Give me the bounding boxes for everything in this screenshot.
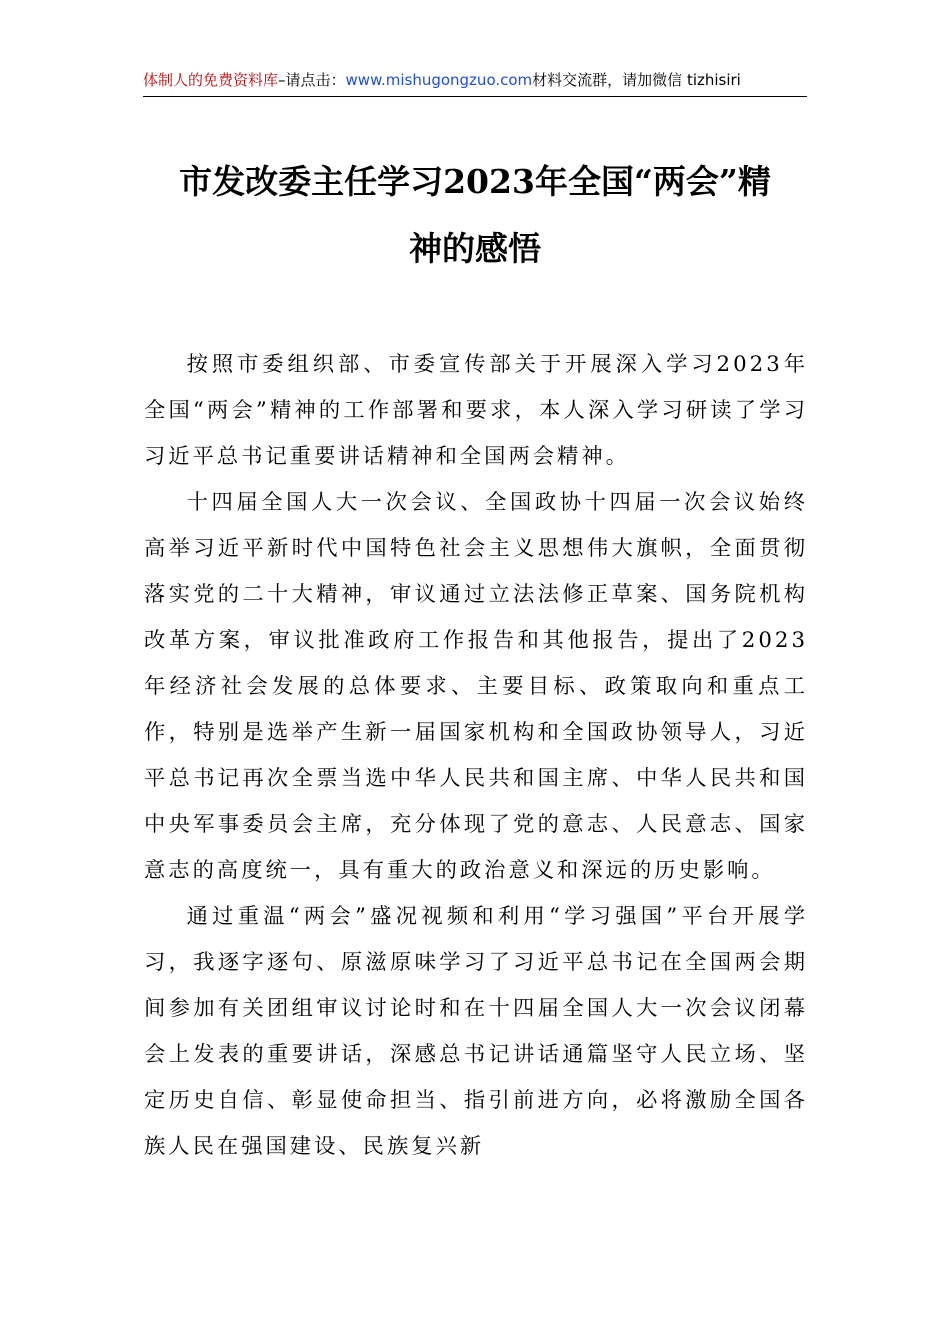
document-title [140,148,810,282]
header-tail: 材料交流群，请加微信 tizhisiri [532,71,741,89]
title-line-1: 市发改委主任学习2023年全国“两会”精 [179,162,771,201]
header-site-name: 体制人的免费资料库 [143,71,279,89]
header-url-link[interactable]: www.mishugongzuo.com [345,71,533,89]
paragraph-2: 十四届全国人大一次会议、全国政协十四届一次会议始终高举习近平新时代中国特色社会主义思想伟大旗帜，全面贯彻落实党的二十大精神，审议通过立法法修正草案、国务院机构改革方案，审议批准政府工作报告和其他报告，提出了2023年经济社会发展的总体要求、主要目标、政策取向和重点工作，特别是选举产生新一届国家机构和全国政协领导人，习近平总书记再次全票当选中华人民共和国主席、中华人民共和国中央军事委员会主席，充分体现了党的意志、人民意志、国家意志的高度统一，具有重大的政治意义和深远的历史影响。 [144,490,808,883]
document-body [144,342,808,1170]
title-line-2: 神的感悟 [409,229,541,268]
paragraph-3: 通过重温“两会”盛况视频和利用“学习强国”平台开展学习，我逐字逐句、原滋原味学习了习近平总书记在全国两会期间参加有关团组审议讨论时和在十四届全国人大一次会议闭幕会上发表的重要讲话，深感总书记讲话通篇坚守人民立场、坚定历史自信、彰显使命担当、指引前进方向，必将激励全国各族人民在强国建设、民族复兴新 [144,904,808,1159]
header-prompt: –请点击： [278,71,346,89]
paragraph-1: 按照市委组织部、市委宣传部关于开展深入学习2023年全国“两会”精神的工作部署和要求，本人深入学习研读了学习习近平总书记重要讲话精神和全国两会精神。 [144,352,808,469]
page-header [143,68,807,97]
